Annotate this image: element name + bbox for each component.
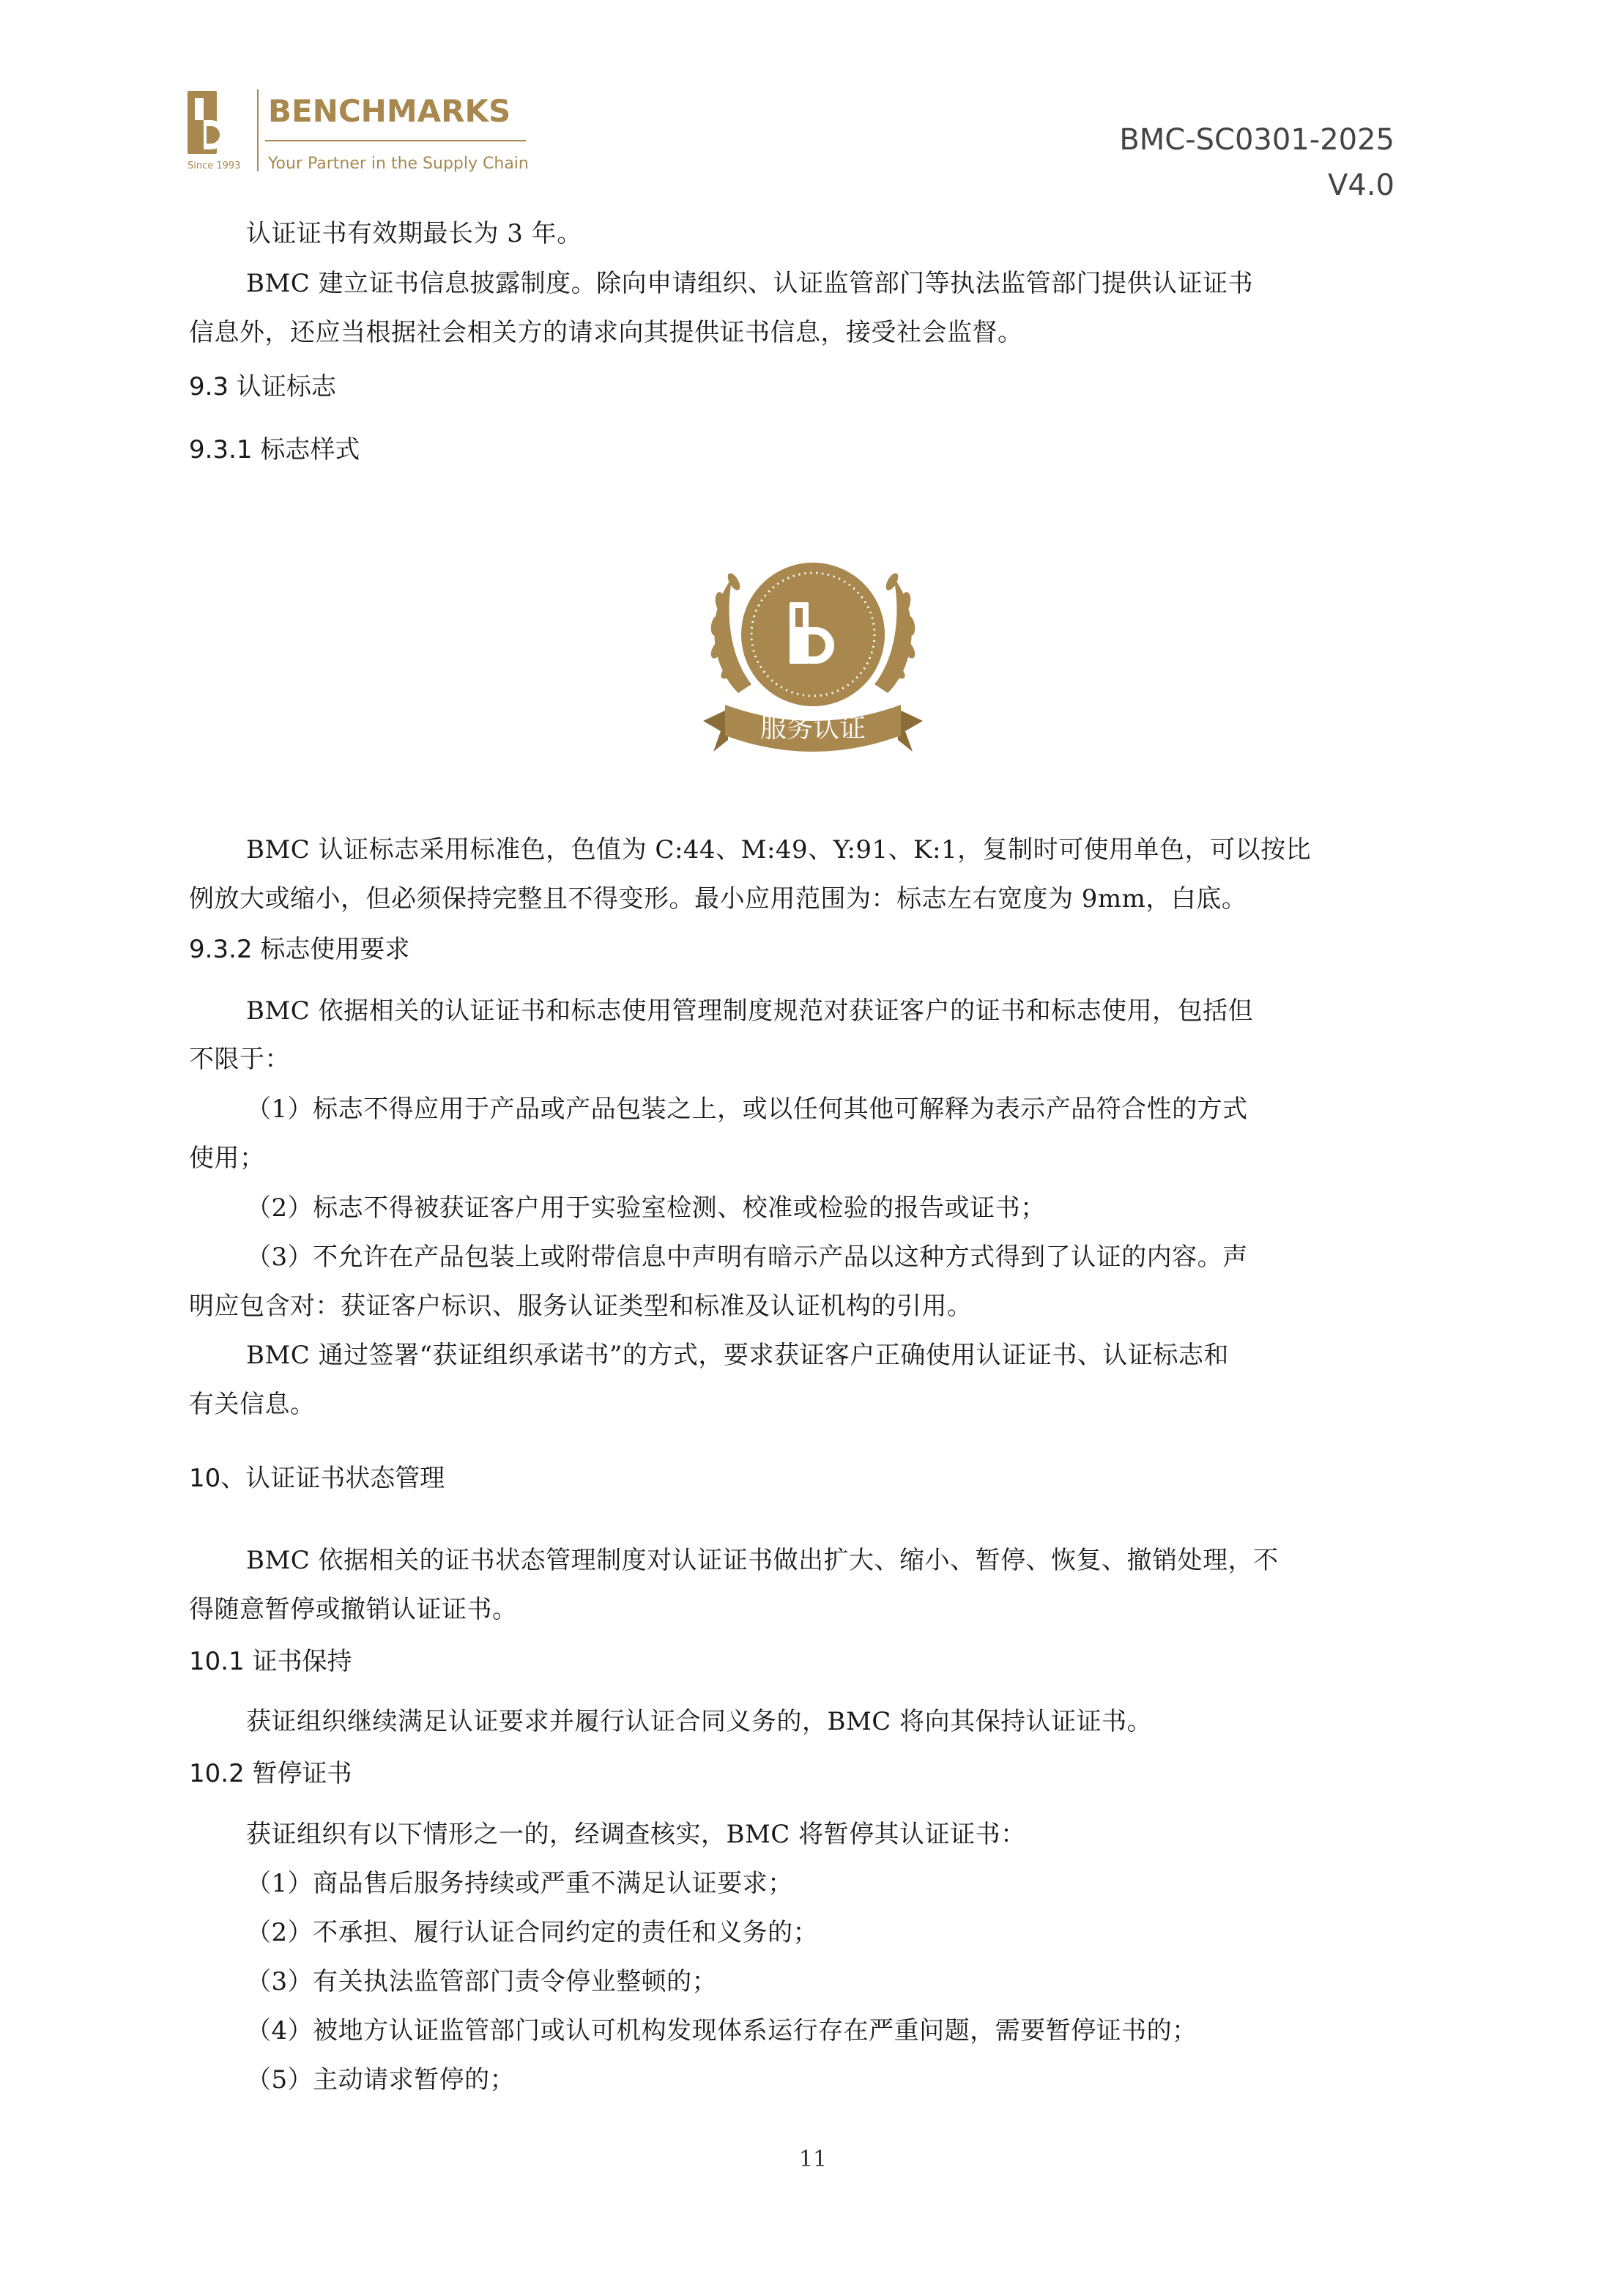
paragraph-logo-color-l2: 例放大或缩小，但必须保持完整且不得变形。最小应用范围为：标志左右宽度为 9mm，白底。	[189, 884, 1247, 914]
heading-10-1: 10.1 证书保持	[189, 1647, 352, 1676]
bmc-monogram-icon	[187, 91, 226, 154]
list-item-usage-2: （2）标志不得被获证客户用于实验室检测、校准或检验的报告或证书；	[246, 1193, 1046, 1223]
list-item-suspend-1: （1）商品售后服务持续或严重不满足认证要求；	[246, 1869, 793, 1898]
document-code: BMC-SC0301-2025	[1119, 123, 1394, 157]
paragraph-commitment-l1: BMC 通过签署“获证组织承诺书”的方式，要求获证客户正确使用认证证书、认证标志和	[246, 1341, 1229, 1370]
heading-9-3: 9.3 认证标志	[189, 372, 336, 401]
list-item-suspend-3: （3）有关执法监管部门责令停业整顿的；	[246, 1967, 718, 1996]
list-item-suspend-2: （2）不承担、履行认证合同约定的责任和义务的；	[246, 1918, 819, 1947]
emblem-label: 服务认证	[759, 714, 866, 744]
list-item-suspend-5: （5）主动请求暂停的；	[246, 2065, 516, 2095]
paragraph-validity: 认证证书有效期最长为 3 年。	[246, 219, 582, 248]
list-item-usage-3-l2: 明应包含对：获证客户标识、服务认证类型和标准及认证机构的引用。	[189, 1292, 973, 1321]
paragraph-disclosure-l2: 信息外，还应当根据社会相关方的请求向其提供证书信息，接受社会监督。	[189, 318, 1023, 347]
paragraph-logo-color-l1: BMC 认证标志采用标准色，色值为 C:44、M:49、Y:91、K:1，复制时可使用单色，可以按比	[246, 835, 1312, 864]
list-item-usage-1-l2: 使用；	[189, 1144, 265, 1173]
heading-9-3-1: 9.3.1 标志样式	[189, 435, 360, 464]
paragraph-usage-l1: BMC 依据相关的认证证书和标志使用管理制度规范对获证客户的证书和标志使用，包括但	[246, 996, 1254, 1026]
list-item-usage-3-l1: （3）不允许在产品包装上或附带信息中声明有暗示产品以这种方式得到了认证的内容。声	[246, 1243, 1248, 1272]
heading-9-3-2: 9.3.2 标志使用要求	[189, 935, 410, 964]
document-code-block	[1119, 117, 1394, 208]
brand-name: BENCHMARKS	[268, 93, 511, 129]
paragraph-suspend: 获证组织有以下情形之一的，经调查核实，BMC 将暂停其认证证书：	[246, 1820, 1026, 1849]
paragraph-commitment-l2: 有关信息。	[189, 1390, 316, 1419]
since-label: Since 1993	[187, 160, 241, 171]
paragraph-disclosure-l1: BMC 建立证书信息披露制度。除向申请组织、认证监管部门等执法监管部门提供认证证书	[246, 269, 1254, 298]
list-item-usage-1-l1: （1）标志不得应用于产品或产品包装之上，或以任何其他可解释为表示产品符合性的方式	[246, 1095, 1248, 1124]
paragraph-usage-l2: 不限于：	[189, 1045, 290, 1074]
page-number: 11	[798, 2147, 828, 2172]
paragraph-status-l1: BMC 依据相关的证书状态管理制度对认证证书做出扩大、缩小、暂停、恢复、撤销处理，不	[246, 1546, 1279, 1575]
paragraph-maintain: 获证组织继续满足认证要求并履行认证合同义务的，BMC 将向其保持认证证书。	[246, 1707, 1153, 1736]
heading-10: 10、认证证书状态管理	[189, 1464, 445, 1493]
document-version: V4.0	[1328, 169, 1394, 202]
paragraph-status-l2: 得随意暂停或撤销认证证书。	[189, 1595, 518, 1624]
benchmarks-logo	[187, 86, 532, 182]
list-item-suspend-4: （4）被地方认证监管部门或认可机构发现体系运行存在严重问题，需要暂停证书的；	[246, 2016, 1197, 2045]
brand-tagline: Your Partner in the Supply Chain	[268, 155, 529, 173]
certification-emblem	[696, 539, 930, 766]
heading-10-2: 10.2 暂停证书	[189, 1759, 352, 1788]
